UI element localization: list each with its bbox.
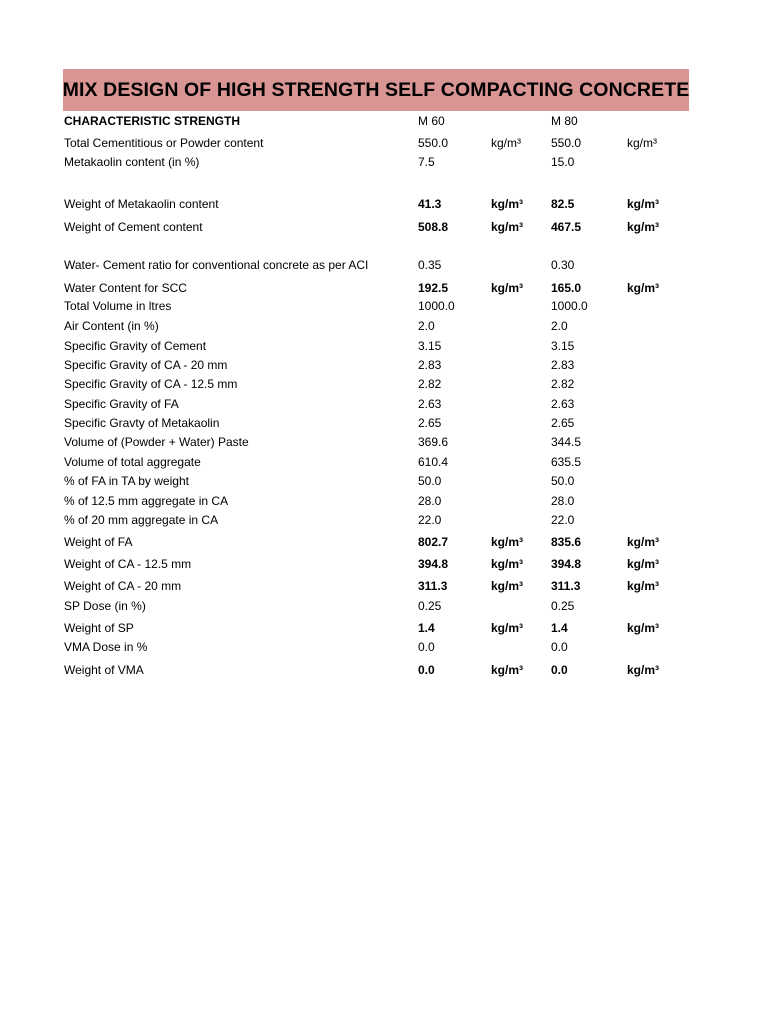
row-label: Weight of SP [64,621,134,635]
unit-m80: kg/m³ [627,535,660,549]
table-row [0,433,768,451]
row-label: Total Cementitious or Powder content [64,136,264,150]
value-m80: 0.0 [551,640,568,654]
table-row [0,134,768,152]
table-row [0,511,768,529]
unit-m80: kg/m³ [627,136,657,150]
value-m80: 635.5 [551,455,582,469]
row-label: Weight of CA - 20 mm [64,579,182,593]
table-row [0,661,768,679]
table-row [0,414,768,432]
value-m80: 15.0 [551,155,575,169]
row-label: Volume of total aggregate [64,455,201,469]
row-label: Air Content (in %) [64,319,159,333]
value-m60: 2.63 [418,397,442,411]
header-row [0,112,768,130]
row-label: Specific Gravty of Metakaolin [64,416,220,430]
table-row [0,533,768,551]
value-m80: 344.5 [551,435,582,449]
value-m60: 610.4 [418,455,449,469]
value-m80: 1000.0 [551,299,588,313]
row-label: Water Content for SCC [64,281,187,295]
value-m80: 28.0 [551,494,575,508]
row-label: Weight of VMA [64,663,144,677]
value-m80: 0.25 [551,599,575,613]
unit-m80: kg/m³ [627,220,660,234]
value-m80: 835.6 [551,535,582,549]
row-label: % of FA in TA by weight [64,474,189,488]
row-label: Weight of CA - 12.5 mm [64,557,192,571]
value-m60: 550.0 [418,136,449,150]
value-m80: 311.3 [551,579,581,593]
unit-m60: kg/m³ [491,220,524,234]
value-m60: 2.82 [418,377,442,391]
table-row [0,317,768,335]
value-m60: 369.6 [418,435,449,449]
title-banner [63,69,689,111]
value-m60: 1.4 [418,621,435,635]
unit-m80: kg/m³ [627,281,660,295]
table-row [0,279,768,297]
header-label: CHARACTERISTIC STRENGTH [64,114,240,128]
value-m60: 50.0 [418,474,442,488]
table-row [0,218,768,236]
value-m60: 28.0 [418,494,442,508]
table-row [0,356,768,374]
unit-m80: kg/m³ [627,557,660,571]
value-m80: 22.0 [551,513,575,527]
table-row [0,619,768,637]
unit-m60: kg/m³ [491,663,524,677]
table-row [0,395,768,413]
table-row [0,256,768,274]
row-label: Specific Gravity of Cement [64,339,207,353]
value-m60: 2.65 [418,416,442,430]
row-label: Water- Cement ratio for conventional concrete as per ACI [64,258,369,272]
unit-m60: kg/m³ [491,579,524,593]
row-label: % of 12.5 mm aggregate in CA [64,494,229,508]
value-m80: 3.15 [551,339,575,353]
value-m80: 82.5 [551,197,575,211]
value-m80: 2.65 [551,416,575,430]
page-title: MIX DESIGN OF HIGH STRENGTH SELF COMPACTING CONCRETE [62,78,690,101]
value-m60: 508.8 [418,220,449,234]
value-m60: 802.7 [418,535,449,549]
row-label: SP Dose (in %) [64,599,146,613]
unit-m60: kg/m³ [491,621,524,635]
table-row [0,297,768,315]
row-label: Specific Gravity of FA [64,397,179,411]
value-m60: 3.15 [418,339,442,353]
value-m60: 394.8 [418,557,449,571]
unit-m80: kg/m³ [627,197,660,211]
unit-m80: kg/m³ [627,663,660,677]
value-m60: 311.3 [418,579,448,593]
unit-m80: kg/m³ [627,579,660,593]
table-row [0,337,768,355]
value-m60: 0.0 [418,663,435,677]
row-label: Metakaolin content (in %) [64,155,200,169]
value-m80: 50.0 [551,474,575,488]
unit-m60: kg/m³ [491,136,521,150]
unit-m60: kg/m³ [491,197,524,211]
table-row [0,638,768,656]
value-m80: 2.83 [551,358,575,372]
value-m80: 0.30 [551,258,575,272]
value-m80: 467.5 [551,220,582,234]
table-row [0,492,768,510]
value-m60: 1000.0 [418,299,455,313]
header-col-m80: M 80 [551,114,578,128]
table-row [0,577,768,595]
row-label: Weight of Metakaolin content [64,197,219,211]
value-m80: 2.0 [551,319,568,333]
value-m80: 550.0 [551,136,582,150]
value-m60: 0.25 [418,599,442,613]
row-label: Specific Gravity of CA - 12.5 mm [64,377,238,391]
table-row [0,472,768,490]
unit-m60: kg/m³ [491,535,524,549]
unit-m60: kg/m³ [491,281,524,295]
value-m60: 41.3 [418,197,442,211]
value-m60: 0.35 [418,258,442,272]
value-m60: 192.5 [418,281,449,295]
row-label: % of 20 mm aggregate in CA [64,513,219,527]
value-m80: 0.0 [551,663,568,677]
value-m60: 2.83 [418,358,442,372]
table-row [0,195,768,213]
table-row [0,597,768,615]
header-col-m60: M 60 [418,114,445,128]
value-m80: 1.4 [551,621,568,635]
row-label: Total Volume in ltres [64,299,172,313]
unit-m80: kg/m³ [627,621,660,635]
value-m60: 7.5 [418,155,435,169]
row-label: Weight of Cement content [64,220,203,234]
table-row [0,555,768,573]
unit-m60: kg/m³ [491,557,524,571]
value-m80: 2.63 [551,397,575,411]
value-m80: 165.0 [551,281,582,295]
row-label: VMA Dose in % [64,640,148,654]
value-m60: 22.0 [418,513,442,527]
table-row [0,375,768,393]
row-label: Weight of FA [64,535,133,549]
value-m60: 0.0 [418,640,435,654]
table-row [0,453,768,471]
value-m60: 2.0 [418,319,435,333]
table-row [0,153,768,171]
value-m80: 394.8 [551,557,582,571]
row-label: Volume of (Powder + Water) Paste [64,435,249,449]
row-label: Specific Gravity of CA - 20 mm [64,358,228,372]
value-m80: 2.82 [551,377,575,391]
